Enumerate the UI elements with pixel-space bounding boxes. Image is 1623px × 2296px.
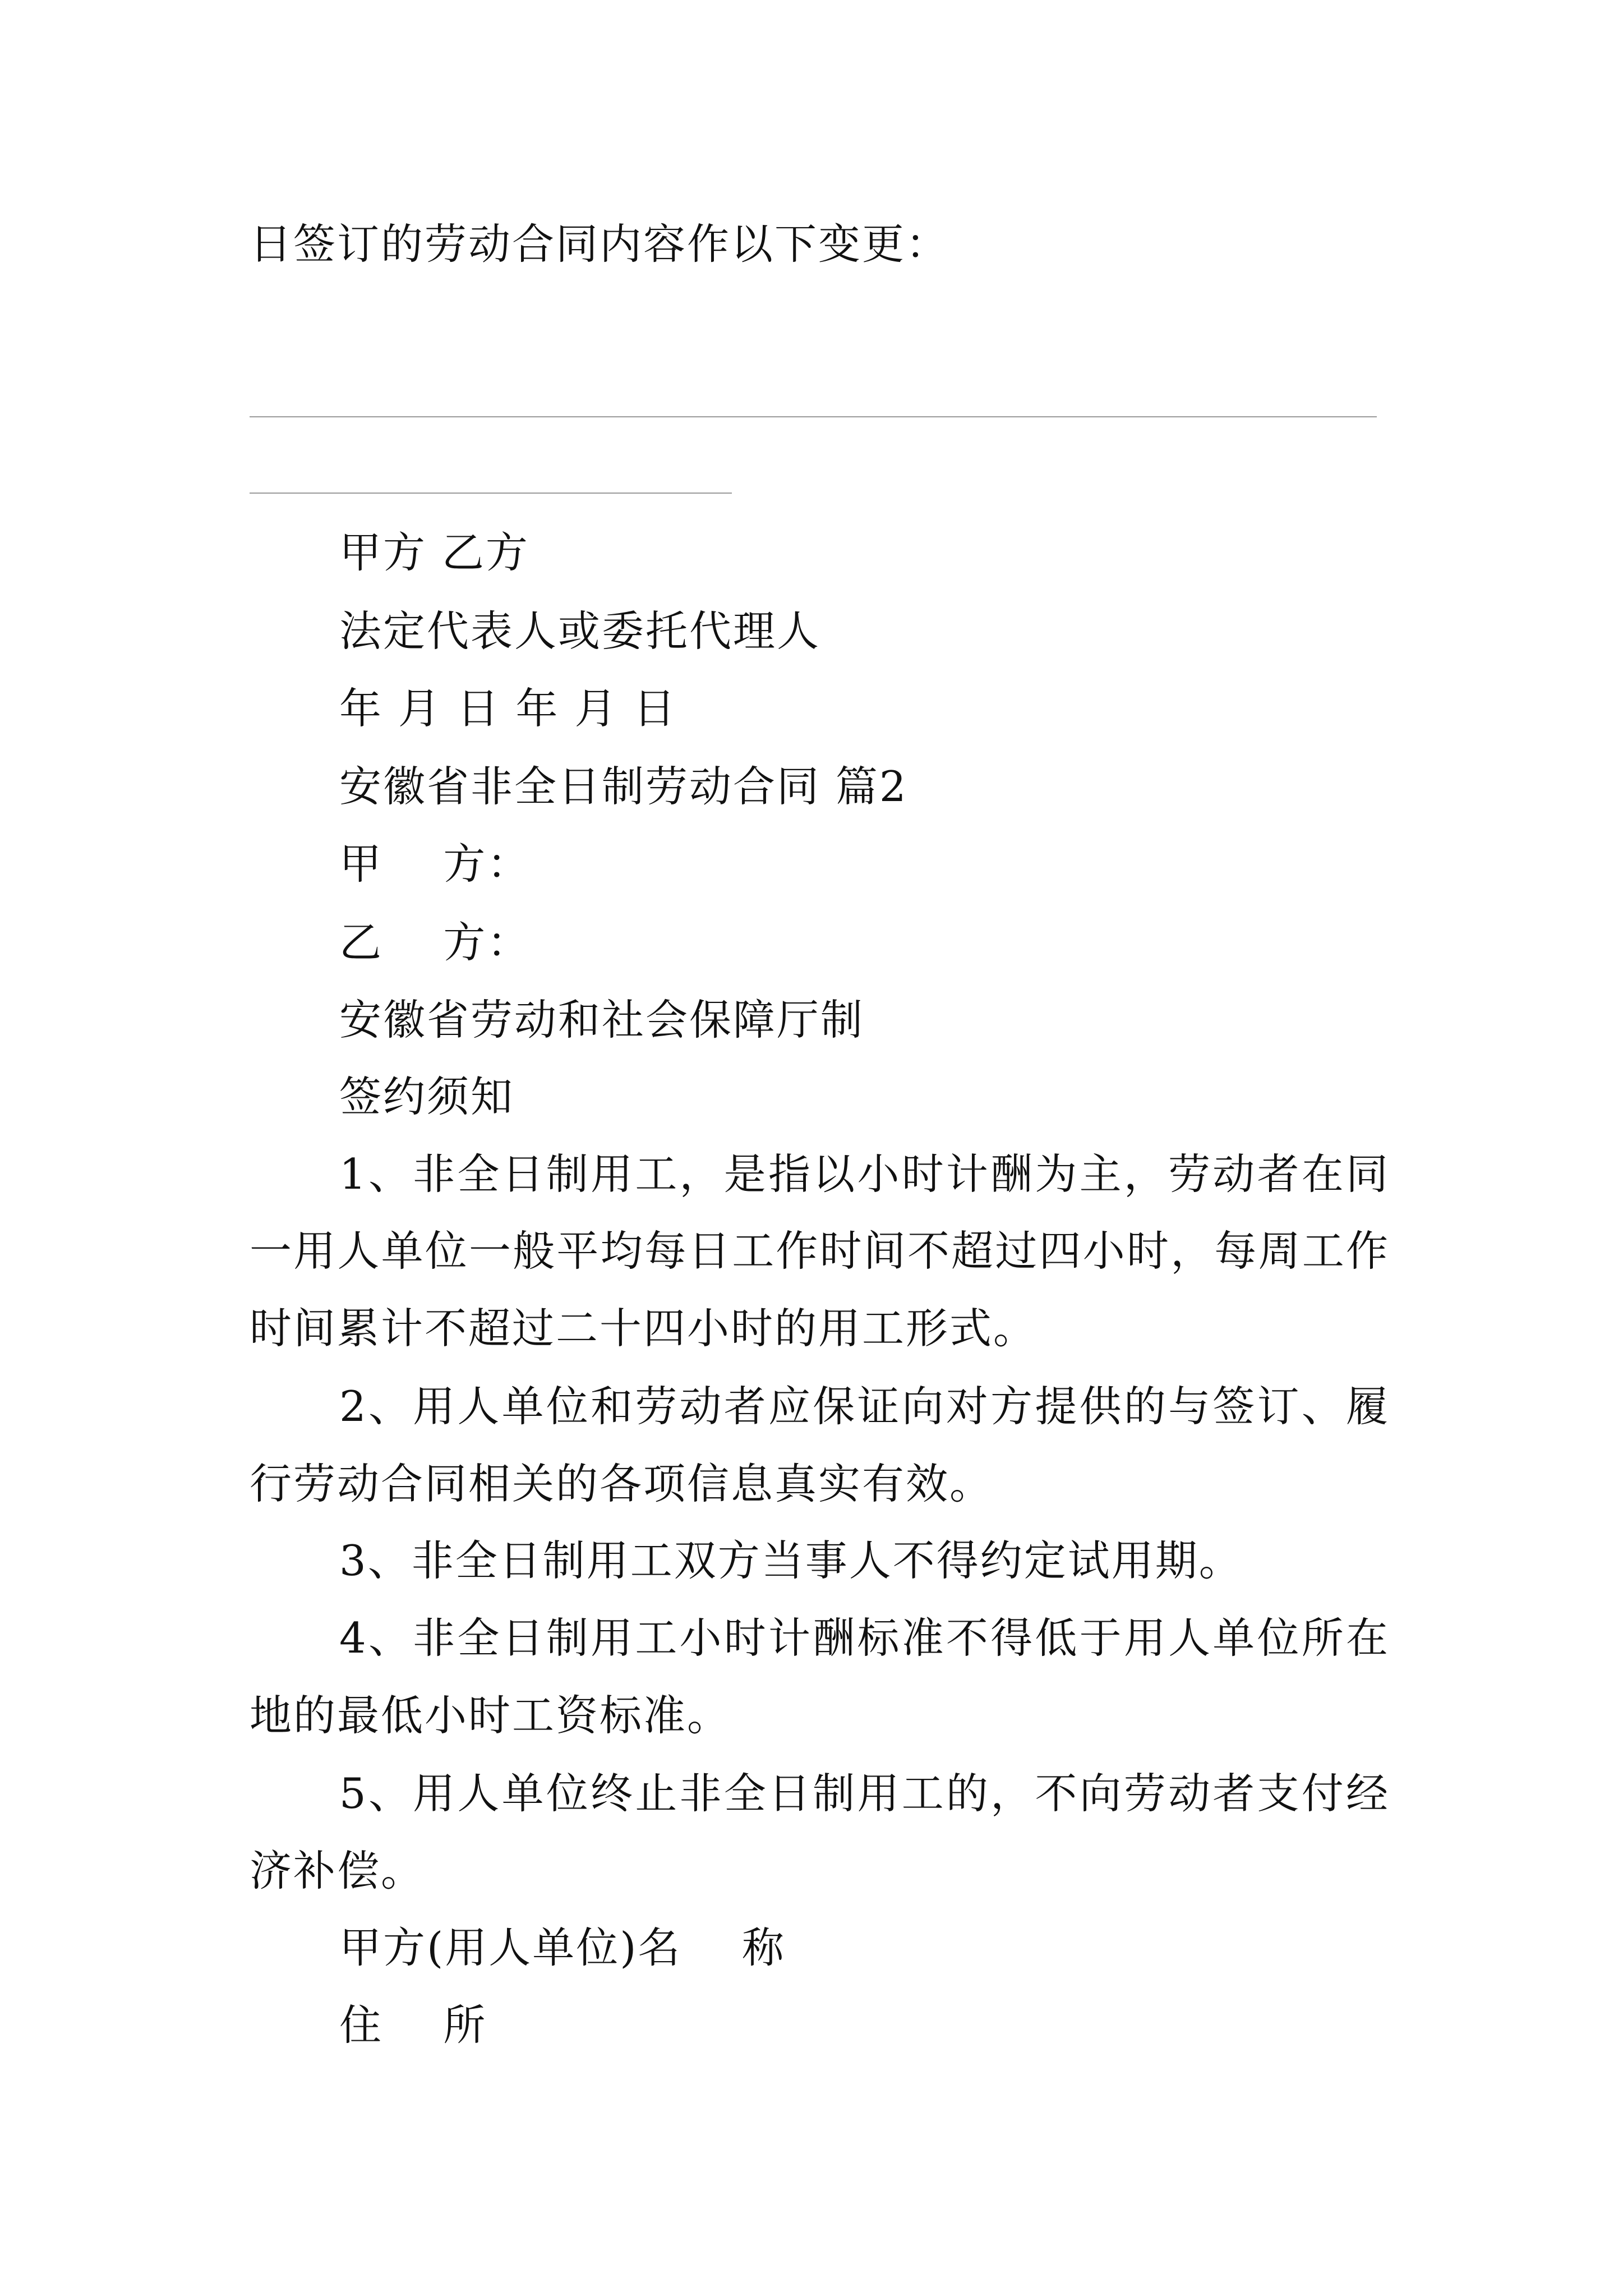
notice-item-1-line-3: 时间累计不超过二十四小时的用工形式。 xyxy=(250,1304,1038,1353)
notice-item-5-line-1: 5、用人单位终止非全日制用工的，不向劳动者支付经 xyxy=(339,1769,1388,1818)
notice-title: 签约须知 xyxy=(339,1072,515,1121)
notice-item-4-line-1: 4、非全日制用工小时计酬标准不得低于用人单位所在 xyxy=(339,1613,1388,1663)
notice-item-2-line-2: 行劳动合同相关的各项信息真实有效。 xyxy=(250,1459,994,1508)
blank-fill-line-2 xyxy=(250,493,732,494)
signature-representative: 法定代表人或委托代理人 xyxy=(339,606,821,656)
party-a-label: 甲 方： xyxy=(339,839,531,889)
employer-address-label: 住 所 xyxy=(339,2000,487,2050)
signature-parties: 甲方 乙方 xyxy=(339,528,529,577)
employer-name-label: 甲方(用人单位)名 称 xyxy=(339,1923,786,1972)
notice-item-2-line-1: 2、用人单位和劳动者应保证向对方提供的与签订、履 xyxy=(339,1382,1388,1431)
issuer-line: 安徽省劳动和社会保障厅制 xyxy=(339,995,865,1045)
blank-fill-line-1 xyxy=(250,416,1377,417)
section-title: 安徽省非全日制劳动合同 篇2 xyxy=(339,762,908,811)
intro-line: 日签订的劳动合同内容作以下变更： xyxy=(250,219,950,269)
party-b-label: 乙 方： xyxy=(339,918,531,967)
notice-item-3-line-1: 3、非全日制用工双方当事人不得约定试用期。 xyxy=(339,1536,1243,1585)
notice-item-1-line-1: 1、非全日制用工，是指以小时计酬为主，劳动者在同 xyxy=(339,1149,1388,1199)
signature-dates: 年 月 日 年 月 日 xyxy=(339,684,677,733)
notice-item-5-line-2: 济补偿。 xyxy=(250,1846,425,1895)
notice-item-4-line-2: 地的最低小时工资标准。 xyxy=(250,1691,731,1740)
notice-item-1-line-2: 一用人单位一般平均每日工作时间不超过四小时，每周工作 xyxy=(250,1226,1388,1276)
